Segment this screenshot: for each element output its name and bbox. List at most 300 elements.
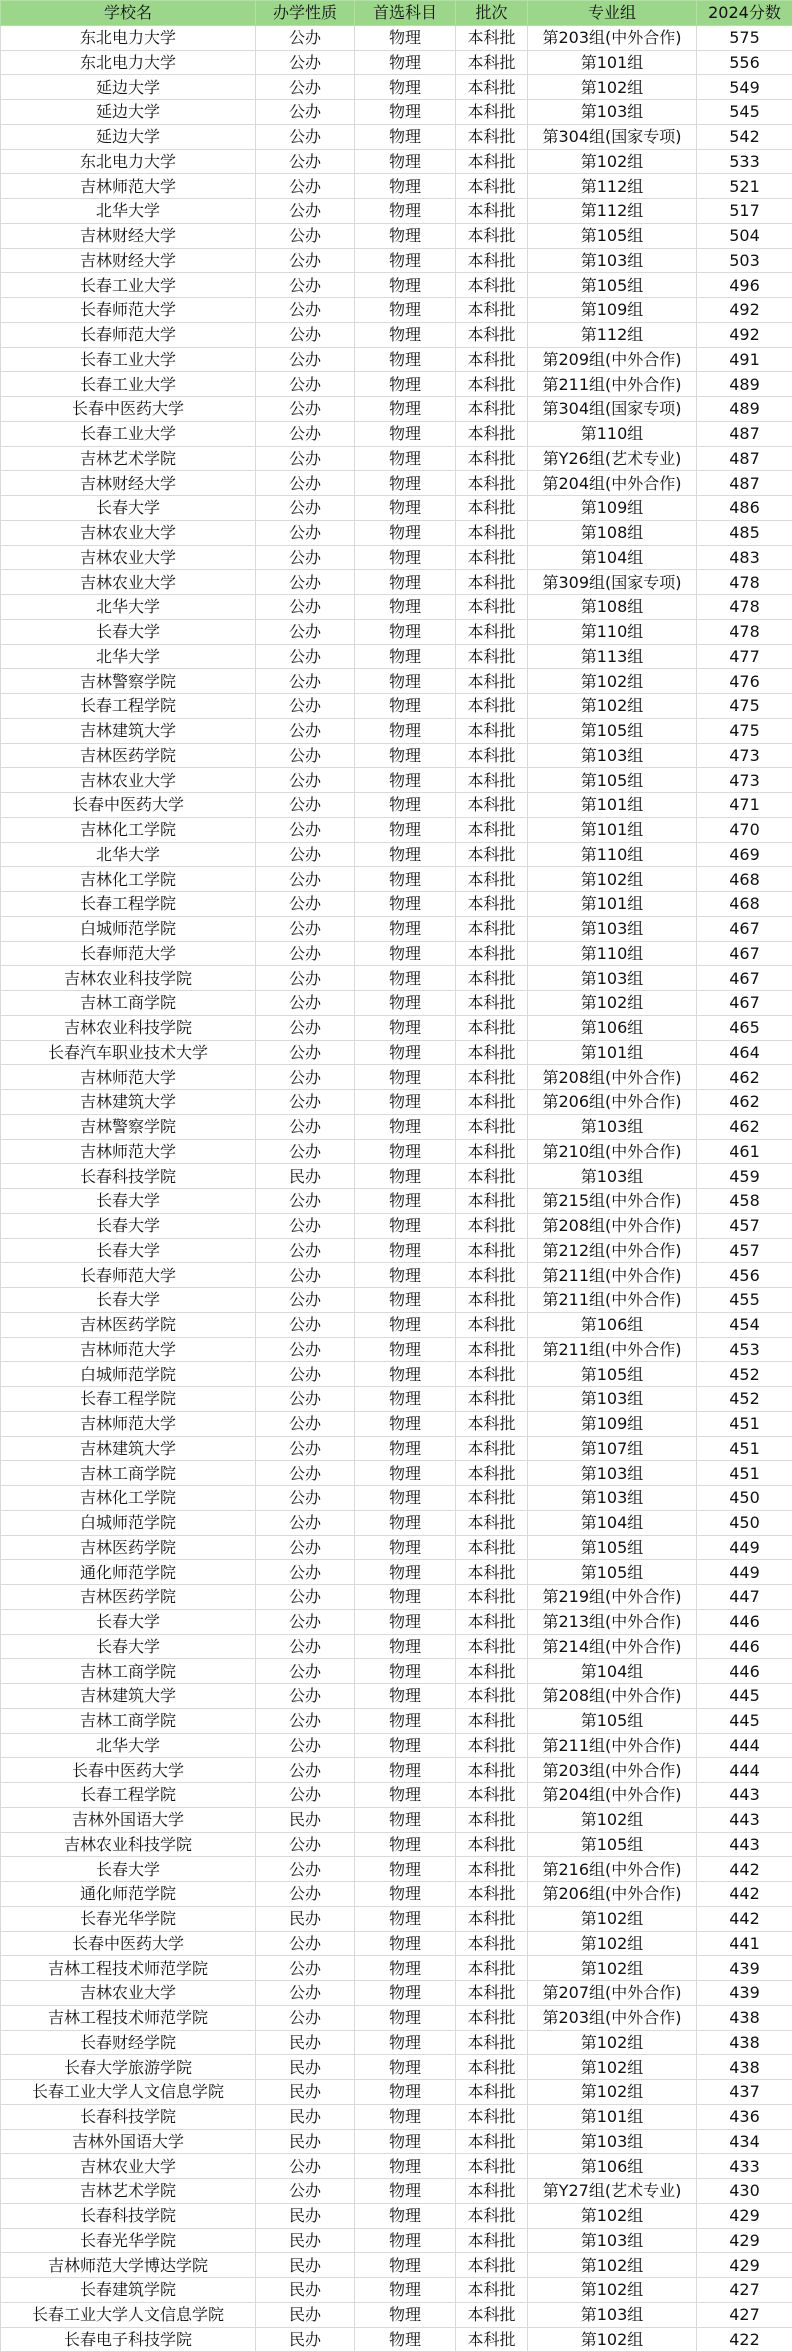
cell-major-group: 第105组 xyxy=(528,1708,697,1733)
cell-subject: 物理 xyxy=(355,1906,456,1931)
cell-subject: 物理 xyxy=(355,991,456,1016)
table-row xyxy=(1,1560,792,1585)
cell-subject: 物理 xyxy=(355,496,456,521)
cell-major-group: 第103组 xyxy=(528,100,697,125)
table-row xyxy=(1,1708,792,1733)
cell-school-name: 吉林工商学院 xyxy=(1,991,256,1016)
cell-major-group: 第102组 xyxy=(528,2030,697,2055)
cell-school-name: 吉林化工学院 xyxy=(1,1486,256,1511)
cell-batch: 本科批 xyxy=(456,644,528,669)
table-row xyxy=(1,199,792,224)
cell-school-name: 北华大学 xyxy=(1,644,256,669)
table-row xyxy=(1,1906,792,1931)
cell-subject: 物理 xyxy=(355,1486,456,1511)
cell-score: 545 xyxy=(697,100,792,125)
cell-subject: 物理 xyxy=(355,1189,456,1214)
cell-score: 471 xyxy=(697,793,792,818)
cell-major-group: 第101组 xyxy=(528,50,697,75)
cell-subject: 物理 xyxy=(355,2278,456,2303)
cell-batch: 本科批 xyxy=(456,25,528,50)
cell-school-type: 公办 xyxy=(256,322,355,347)
cell-major-group: 第104组 xyxy=(528,545,697,570)
cell-school-type: 公办 xyxy=(256,1436,355,1461)
cell-score: 464 xyxy=(697,1040,792,1065)
cell-score: 444 xyxy=(697,1758,792,1783)
cell-school-type: 公办 xyxy=(256,1783,355,1808)
cell-batch: 本科批 xyxy=(456,1634,528,1659)
cell-school-type: 公办 xyxy=(256,1337,355,1362)
cell-school-name: 长春工业大学 xyxy=(1,372,256,397)
cell-batch: 本科批 xyxy=(456,743,528,768)
table-row xyxy=(1,892,792,917)
cell-school-type: 公办 xyxy=(256,347,355,372)
table-row xyxy=(1,496,792,521)
cell-school-type: 公办 xyxy=(256,1238,355,1263)
cell-batch: 本科批 xyxy=(456,1733,528,1758)
cell-school-type: 公办 xyxy=(256,50,355,75)
cell-score: 489 xyxy=(697,397,792,422)
cell-score: 443 xyxy=(697,1807,792,1832)
table-row xyxy=(1,1783,792,1808)
cell-school-name: 吉林警察学院 xyxy=(1,669,256,694)
cell-subject: 物理 xyxy=(355,1238,456,1263)
table-row xyxy=(1,75,792,100)
table-row xyxy=(1,718,792,743)
cell-major-group: 第109组 xyxy=(528,496,697,521)
cell-school-name: 长春中医药大学 xyxy=(1,397,256,422)
cell-subject: 物理 xyxy=(355,25,456,50)
cell-school-name: 长春工程学院 xyxy=(1,1387,256,1412)
cell-school-name: 长春汽车职业技术大学 xyxy=(1,1040,256,1065)
table-row xyxy=(1,25,792,50)
cell-batch: 本科批 xyxy=(456,149,528,174)
cell-school-type: 公办 xyxy=(256,25,355,50)
cell-school-name: 吉林医药学院 xyxy=(1,1312,256,1337)
cell-school-type: 公办 xyxy=(256,520,355,545)
cell-major-group: 第203组(中外合作) xyxy=(528,1758,697,1783)
table-row xyxy=(1,124,792,149)
cell-batch: 本科批 xyxy=(456,2055,528,2080)
cell-school-type: 民办 xyxy=(256,1807,355,1832)
cell-school-name: 吉林警察学院 xyxy=(1,1114,256,1139)
cell-score: 533 xyxy=(697,149,792,174)
cell-subject: 物理 xyxy=(355,2327,456,2352)
cell-score: 478 xyxy=(697,595,792,620)
cell-school-name: 长春光华学院 xyxy=(1,1906,256,1931)
cell-school-type: 公办 xyxy=(256,991,355,1016)
cell-score: 478 xyxy=(697,619,792,644)
cell-batch: 本科批 xyxy=(456,966,528,991)
cell-school-name: 吉林农业大学 xyxy=(1,570,256,595)
cell-school-type: 民办 xyxy=(256,2129,355,2154)
cell-batch: 本科批 xyxy=(456,471,528,496)
cell-batch: 本科批 xyxy=(456,545,528,570)
cell-major-group: 第103组 xyxy=(528,916,697,941)
table-row xyxy=(1,743,792,768)
cell-batch: 本科批 xyxy=(456,273,528,298)
cell-school-name: 长春大学旅游学院 xyxy=(1,2055,256,2080)
cell-school-type: 民办 xyxy=(256,2302,355,2327)
cell-school-type: 公办 xyxy=(256,867,355,892)
cell-score: 446 xyxy=(697,1609,792,1634)
table-row xyxy=(1,1411,792,1436)
cell-school-name: 长春师范大学 xyxy=(1,1263,256,1288)
cell-school-type: 公办 xyxy=(256,1634,355,1659)
cell-major-group: 第106组 xyxy=(528,1312,697,1337)
table-row xyxy=(1,941,792,966)
table-row xyxy=(1,1758,792,1783)
cell-subject: 物理 xyxy=(355,1882,456,1907)
cell-major-group: 第104组 xyxy=(528,1659,697,1684)
cell-subject: 物理 xyxy=(355,1585,456,1610)
table-row xyxy=(1,2203,792,2228)
cell-score: 449 xyxy=(697,1535,792,1560)
cell-school-name: 吉林农业科技学院 xyxy=(1,1015,256,1040)
cell-batch: 本科批 xyxy=(456,1659,528,1684)
cell-score: 445 xyxy=(697,1708,792,1733)
cell-score: 449 xyxy=(697,1560,792,1585)
cell-score: 486 xyxy=(697,496,792,521)
cell-score: 473 xyxy=(697,743,792,768)
cell-subject: 物理 xyxy=(355,2005,456,2030)
cell-major-group: 第204组(中外合作) xyxy=(528,471,697,496)
cell-school-type: 公办 xyxy=(256,718,355,743)
cell-major-group: 第105组 xyxy=(528,1535,697,1560)
cell-school-name: 北华大学 xyxy=(1,199,256,224)
table-row xyxy=(1,446,792,471)
cell-batch: 本科批 xyxy=(456,793,528,818)
cell-school-name: 北华大学 xyxy=(1,1733,256,1758)
cell-subject: 物理 xyxy=(355,619,456,644)
cell-school-type: 公办 xyxy=(256,1065,355,1090)
cell-school-type: 公办 xyxy=(256,1312,355,1337)
cell-batch: 本科批 xyxy=(456,1956,528,1981)
cell-school-name: 吉林化工学院 xyxy=(1,817,256,842)
table-row xyxy=(1,1015,792,1040)
cell-school-type: 公办 xyxy=(256,421,355,446)
cell-score: 487 xyxy=(697,471,792,496)
cell-subject: 物理 xyxy=(355,446,456,471)
cell-major-group: 第105组 xyxy=(528,1832,697,1857)
cell-school-name: 长春工业大学 xyxy=(1,273,256,298)
cell-batch: 本科批 xyxy=(456,1411,528,1436)
cell-score: 468 xyxy=(697,867,792,892)
table-row xyxy=(1,2080,792,2105)
cell-major-group: 第102组 xyxy=(528,1807,697,1832)
cell-school-type: 公办 xyxy=(256,1213,355,1238)
cell-subject: 物理 xyxy=(355,2104,456,2129)
table-row xyxy=(1,100,792,125)
cell-score: 434 xyxy=(697,2129,792,2154)
cell-school-name: 吉林农业大学 xyxy=(1,2154,256,2179)
cell-school-name: 吉林工商学院 xyxy=(1,1659,256,1684)
cell-school-type: 公办 xyxy=(256,619,355,644)
cell-subject: 物理 xyxy=(355,669,456,694)
cell-subject: 物理 xyxy=(355,941,456,966)
cell-batch: 本科批 xyxy=(456,1807,528,1832)
cell-school-type: 公办 xyxy=(256,199,355,224)
cell-major-group: 第107组 xyxy=(528,1436,697,1461)
cell-batch: 本科批 xyxy=(456,892,528,917)
cell-school-type: 公办 xyxy=(256,100,355,125)
cell-school-type: 公办 xyxy=(256,1461,355,1486)
cell-score: 459 xyxy=(697,1164,792,1189)
cell-school-name: 吉林建筑大学 xyxy=(1,1436,256,1461)
cell-score: 454 xyxy=(697,1312,792,1337)
table-row xyxy=(1,966,792,991)
cell-school-name: 长春电子科技学院 xyxy=(1,2327,256,2352)
table-row xyxy=(1,298,792,323)
cell-school-name: 吉林师范大学 xyxy=(1,174,256,199)
cell-major-group: 第110组 xyxy=(528,842,697,867)
table-row xyxy=(1,421,792,446)
cell-batch: 本科批 xyxy=(456,1189,528,1214)
cell-score: 487 xyxy=(697,421,792,446)
cell-batch: 本科批 xyxy=(456,941,528,966)
cell-batch: 本科批 xyxy=(456,2080,528,2105)
cell-school-name: 长春大学 xyxy=(1,1213,256,1238)
cell-score: 438 xyxy=(697,2055,792,2080)
cell-score: 427 xyxy=(697,2302,792,2327)
cell-score: 429 xyxy=(697,2203,792,2228)
table-row xyxy=(1,1609,792,1634)
cell-score: 542 xyxy=(697,124,792,149)
cell-major-group: 第109组 xyxy=(528,1411,697,1436)
cell-batch: 本科批 xyxy=(456,2179,528,2204)
cell-score: 439 xyxy=(697,1956,792,1981)
cell-school-type: 公办 xyxy=(256,941,355,966)
table-row xyxy=(1,2302,792,2327)
cell-school-name: 东北电力大学 xyxy=(1,149,256,174)
cell-subject: 物理 xyxy=(355,1312,456,1337)
cell-subject: 物理 xyxy=(355,1114,456,1139)
cell-school-type: 公办 xyxy=(256,1288,355,1313)
cell-major-group: 第105组 xyxy=(528,1362,697,1387)
cell-batch: 本科批 xyxy=(456,223,528,248)
cell-school-name: 东北电力大学 xyxy=(1,25,256,50)
cell-school-type: 公办 xyxy=(256,1832,355,1857)
cell-school-type: 公办 xyxy=(256,372,355,397)
table-row xyxy=(1,669,792,694)
cell-subject: 物理 xyxy=(355,1659,456,1684)
cell-score: 453 xyxy=(697,1337,792,1362)
cell-major-group: 第103组 xyxy=(528,2302,697,2327)
cell-school-name: 吉林农业科技学院 xyxy=(1,1832,256,1857)
table-row xyxy=(1,1040,792,1065)
cell-major-group: 第106组 xyxy=(528,1015,697,1040)
table-row xyxy=(1,619,792,644)
cell-school-type: 公办 xyxy=(256,1090,355,1115)
cell-subject: 物理 xyxy=(355,1288,456,1313)
cell-subject: 物理 xyxy=(355,718,456,743)
table-body xyxy=(1,25,792,2352)
cell-school-type: 公办 xyxy=(256,842,355,867)
cell-score: 450 xyxy=(697,1510,792,1535)
cell-subject: 物理 xyxy=(355,1783,456,1808)
cell-school-name: 吉林农业大学 xyxy=(1,768,256,793)
cell-subject: 物理 xyxy=(355,1411,456,1436)
cell-major-group: 第110组 xyxy=(528,619,697,644)
cell-score: 556 xyxy=(697,50,792,75)
cell-subject: 物理 xyxy=(355,1263,456,1288)
cell-major-group: 第102组 xyxy=(528,991,697,1016)
cell-batch: 本科批 xyxy=(456,1238,528,1263)
cell-subject: 物理 xyxy=(355,1956,456,1981)
cell-subject: 物理 xyxy=(355,50,456,75)
cell-major-group: 第103组 xyxy=(528,1114,697,1139)
table-row xyxy=(1,1362,792,1387)
table-row xyxy=(1,694,792,719)
cell-school-type: 公办 xyxy=(256,1684,355,1709)
cell-batch: 本科批 xyxy=(456,1560,528,1585)
cell-major-group: 第102组 xyxy=(528,867,697,892)
cell-score: 485 xyxy=(697,520,792,545)
cell-subject: 物理 xyxy=(355,1609,456,1634)
cell-school-name: 长春师范大学 xyxy=(1,322,256,347)
cell-score: 451 xyxy=(697,1461,792,1486)
cell-batch: 本科批 xyxy=(456,694,528,719)
cell-subject: 物理 xyxy=(355,347,456,372)
cell-score: 444 xyxy=(697,1733,792,1758)
cell-school-type: 民办 xyxy=(256,2228,355,2253)
cell-score: 452 xyxy=(697,1362,792,1387)
table-row xyxy=(1,2055,792,2080)
cell-major-group: 第101组 xyxy=(528,1040,697,1065)
table-row xyxy=(1,1585,792,1610)
table-row xyxy=(1,595,792,620)
cell-subject: 物理 xyxy=(355,421,456,446)
cell-school-type: 公办 xyxy=(256,149,355,174)
cell-subject: 物理 xyxy=(355,2253,456,2278)
cell-major-group: 第102组 xyxy=(528,2080,697,2105)
cell-batch: 本科批 xyxy=(456,2253,528,2278)
cell-school-name: 北华大学 xyxy=(1,595,256,620)
cell-subject: 物理 xyxy=(355,1807,456,1832)
cell-subject: 物理 xyxy=(355,124,456,149)
cell-score: 455 xyxy=(697,1288,792,1313)
cell-major-group: 第109组 xyxy=(528,298,697,323)
cell-score: 422 xyxy=(697,2327,792,2352)
cell-batch: 本科批 xyxy=(456,768,528,793)
cell-school-type: 民办 xyxy=(256,1164,355,1189)
cell-school-name: 白城师范学院 xyxy=(1,1362,256,1387)
cell-subject: 物理 xyxy=(355,174,456,199)
cell-score: 461 xyxy=(697,1139,792,1164)
cell-school-type: 公办 xyxy=(256,1882,355,1907)
cell-school-type: 公办 xyxy=(256,1139,355,1164)
cell-school-name: 吉林外国语大学 xyxy=(1,2129,256,2154)
cell-subject: 物理 xyxy=(355,1857,456,1882)
cell-school-name: 长春中医药大学 xyxy=(1,1758,256,1783)
cell-subject: 物理 xyxy=(355,1758,456,1783)
cell-school-type: 公办 xyxy=(256,743,355,768)
cell-major-group: 第112组 xyxy=(528,199,697,224)
cell-major-group: 第211组(中外合作) xyxy=(528,1263,697,1288)
cell-school-type: 公办 xyxy=(256,545,355,570)
cell-school-name: 长春科技学院 xyxy=(1,2203,256,2228)
cell-batch: 本科批 xyxy=(456,446,528,471)
cell-subject: 物理 xyxy=(355,2228,456,2253)
cell-batch: 本科批 xyxy=(456,718,528,743)
table-row xyxy=(1,372,792,397)
cell-major-group: 第101组 xyxy=(528,793,697,818)
cell-subject: 物理 xyxy=(355,2302,456,2327)
cell-school-name: 吉林财经大学 xyxy=(1,471,256,496)
table-row xyxy=(1,1733,792,1758)
cell-batch: 本科批 xyxy=(456,421,528,446)
cell-score: 477 xyxy=(697,644,792,669)
cell-score: 469 xyxy=(697,842,792,867)
cell-major-group: 第105组 xyxy=(528,1560,697,1585)
cell-school-name: 长春工程学院 xyxy=(1,694,256,719)
cell-score: 429 xyxy=(697,2228,792,2253)
cell-major-group: 第101组 xyxy=(528,2104,697,2129)
cell-major-group: 第110组 xyxy=(528,421,697,446)
cell-subject: 物理 xyxy=(355,644,456,669)
cell-school-type: 公办 xyxy=(256,1857,355,1882)
table-row xyxy=(1,2005,792,2030)
cell-subject: 物理 xyxy=(355,1065,456,1090)
cell-school-name: 吉林化工学院 xyxy=(1,867,256,892)
cell-subject: 物理 xyxy=(355,1981,456,2006)
cell-batch: 本科批 xyxy=(456,372,528,397)
cell-school-name: 吉林师范大学 xyxy=(1,1411,256,1436)
cell-score: 433 xyxy=(697,2154,792,2179)
cell-major-group: 第106组 xyxy=(528,2154,697,2179)
cell-school-name: 吉林师范大学 xyxy=(1,1139,256,1164)
cell-subject: 物理 xyxy=(355,1139,456,1164)
cell-batch: 本科批 xyxy=(456,1882,528,1907)
cell-major-group: 第203组(中外合作) xyxy=(528,25,697,50)
cell-school-type: 民办 xyxy=(256,1906,355,1931)
cell-school-type: 公办 xyxy=(256,1585,355,1610)
cell-major-group: 第211组(中外合作) xyxy=(528,1288,697,1313)
cell-score: 504 xyxy=(697,223,792,248)
cell-batch: 本科批 xyxy=(456,1139,528,1164)
cell-school-type: 民办 xyxy=(256,2104,355,2129)
table-row xyxy=(1,1263,792,1288)
cell-school-type: 公办 xyxy=(256,1040,355,1065)
table-row xyxy=(1,1535,792,1560)
table-row xyxy=(1,149,792,174)
cell-school-type: 公办 xyxy=(256,595,355,620)
cell-score: 462 xyxy=(697,1065,792,1090)
cell-score: 443 xyxy=(697,1783,792,1808)
table-row xyxy=(1,2030,792,2055)
cell-subject: 物理 xyxy=(355,1733,456,1758)
cell-school-type: 公办 xyxy=(256,1362,355,1387)
table-row xyxy=(1,1387,792,1412)
cell-subject: 物理 xyxy=(355,1535,456,1560)
table-row xyxy=(1,2179,792,2204)
cell-batch: 本科批 xyxy=(456,669,528,694)
cell-score: 549 xyxy=(697,75,792,100)
cell-major-group: 第102组 xyxy=(528,2055,697,2080)
cell-batch: 本科批 xyxy=(456,298,528,323)
cell-major-group: 第208组(中外合作) xyxy=(528,1065,697,1090)
cell-score: 492 xyxy=(697,298,792,323)
cell-school-name: 延边大学 xyxy=(1,100,256,125)
cell-batch: 本科批 xyxy=(456,1535,528,1560)
cell-school-name: 长春工业大学人文信息学院 xyxy=(1,2080,256,2105)
cell-subject: 物理 xyxy=(355,1510,456,1535)
cell-major-group: 第101组 xyxy=(528,892,697,917)
cell-major-group: 第204组(中外合作) xyxy=(528,1783,697,1808)
cell-batch: 本科批 xyxy=(456,1288,528,1313)
cell-batch: 本科批 xyxy=(456,1758,528,1783)
cell-batch: 本科批 xyxy=(456,1213,528,1238)
cell-major-group: 第112组 xyxy=(528,322,697,347)
